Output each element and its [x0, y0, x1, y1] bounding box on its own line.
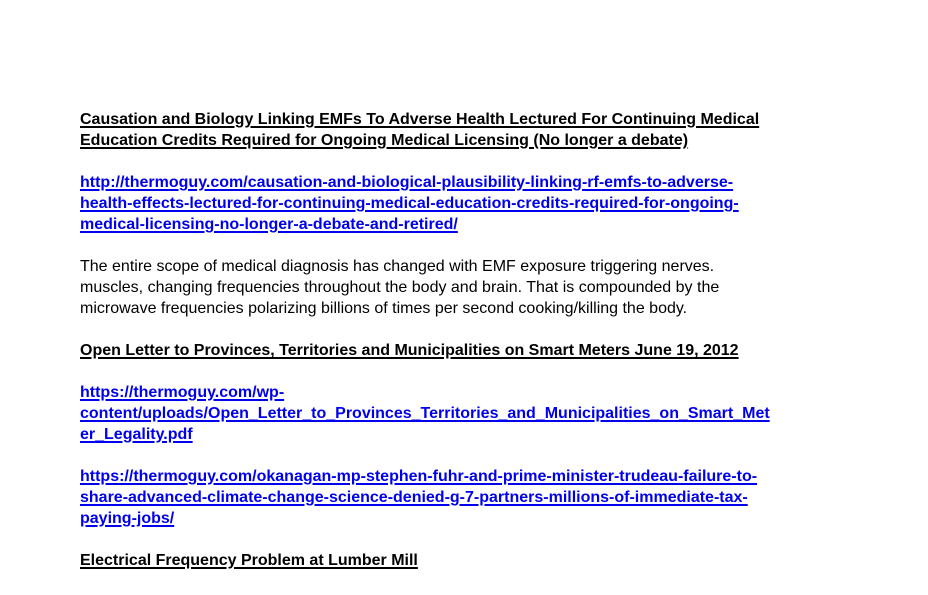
- paragraph-line: muscles, changing frequencies throughout the body and brain. That is compounded by the: [80, 279, 720, 296]
- link-line[interactable]: medical-licensing-no-longer-a-debate-and-retired/: [80, 216, 458, 233]
- heading-line: Open Letter to Provinces, Territories and Municipalities on Smart Meters June 19, 2012: [80, 342, 739, 359]
- heading-emf-causation: [80, 109, 880, 151]
- spacer: [80, 151, 880, 172]
- link-line[interactable]: health-effects-lectured-for-continuing-medical-education-credits-required-for-ongoing-: [80, 195, 739, 212]
- heading-line: Education Credits Required for Ongoing Medical Licensing (No longer a debate): [80, 132, 689, 149]
- link-line[interactable]: http://thermoguy.com/causation-and-biological-plausibility-linking-rf-emfs-to-adverse-: [80, 174, 734, 191]
- link-line[interactable]: er_Legality.pdf: [80, 426, 193, 443]
- spacer: [80, 529, 880, 550]
- link-line[interactable]: content/uploads/Open_Letter_to_Provinces_Territories_and_Municipalities_on_Smart_Met: [80, 405, 770, 422]
- link-line[interactable]: https://thermoguy.com/okanagan-mp-stephen-fuhr-and-prime-minister-trudeau-failure-to-: [80, 468, 758, 485]
- link-open-letter-pdf[interactable]: [80, 382, 880, 445]
- paragraph-medical-diagnosis: [80, 256, 880, 319]
- paragraph-line: The entire scope of medical diagnosis has changed with EMF exposure triggering nerves.: [80, 258, 715, 275]
- spacer: [80, 235, 880, 256]
- heading-open-letter-smart-meters: [80, 340, 880, 361]
- spacer: [80, 319, 880, 340]
- link-emf-causation-article[interactable]: [80, 172, 880, 235]
- link-line[interactable]: paying-jobs/: [80, 510, 175, 527]
- heading-lumber-mill: [80, 550, 880, 571]
- link-line[interactable]: https://thermoguy.com/wp-: [80, 384, 285, 401]
- paragraph-line: microwave frequencies polarizing billions of times per second cooking/killing the body.: [80, 300, 688, 317]
- heading-line: Causation and Biology Linking EMFs To Adverse Health Lectured For Continuing Medical: [80, 111, 760, 128]
- heading-line: Electrical Frequency Problem at Lumber Mill: [80, 552, 418, 569]
- document-page: [80, 109, 880, 571]
- link-line[interactable]: share-advanced-climate-change-science-denied-g-7-partners-millions-of-immediate-tax-: [80, 489, 748, 506]
- link-okanagan-mp-article[interactable]: [80, 466, 880, 529]
- spacer: [80, 445, 880, 466]
- spacer: [80, 361, 880, 382]
